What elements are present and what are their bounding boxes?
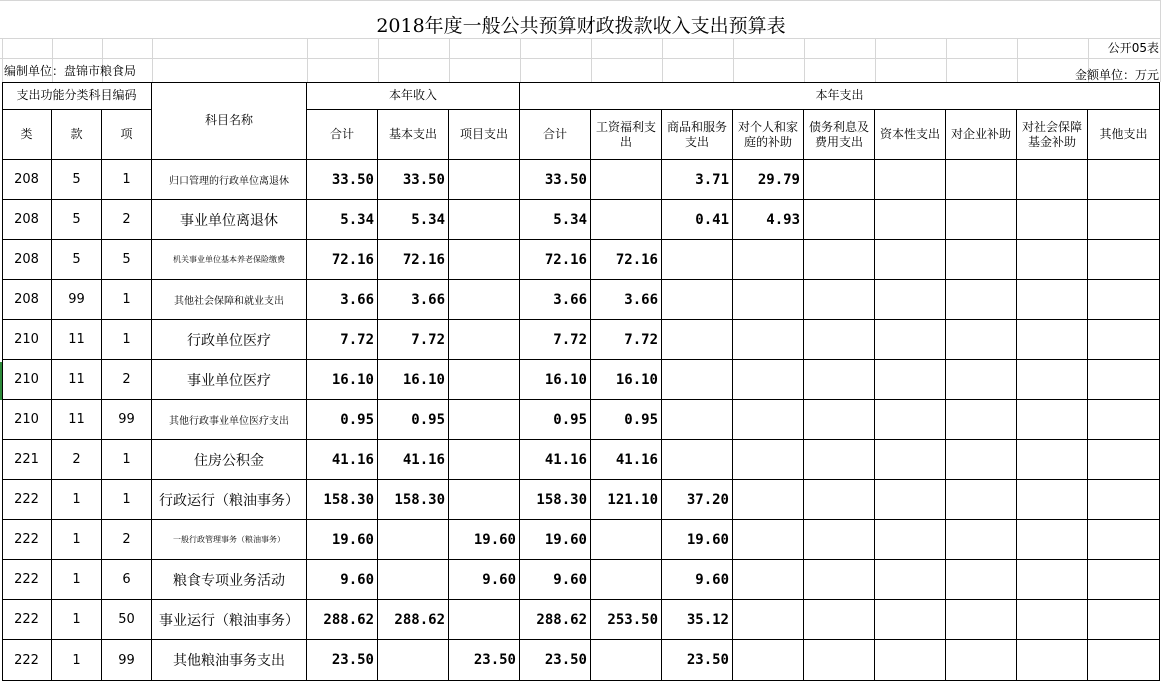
cell-amount[interactable] (875, 200, 946, 240)
header-income-col[interactable]: 基本支出 (378, 110, 449, 160)
cell-xiang[interactable]: 1 (102, 320, 152, 360)
row-selection-marker (0, 362, 2, 400)
cell-lei[interactable]: 208 (2, 240, 52, 280)
cell-amount[interactable] (804, 400, 875, 440)
cell-amount[interactable] (733, 640, 804, 681)
cell-lei[interactable]: 208 (2, 280, 52, 320)
cell-subject-name[interactable]: 事业单位离退休 (152, 200, 307, 240)
gridline (875, 38, 876, 82)
cell-amount[interactable]: 0.95 (307, 400, 378, 440)
cell-amount[interactable] (1017, 640, 1088, 681)
cell-lei[interactable]: 221 (2, 440, 52, 480)
cell-kuan[interactable]: 11 (52, 360, 102, 400)
cell-amount[interactable] (1088, 240, 1160, 280)
cell-amount[interactable]: 41.16 (378, 440, 449, 480)
cell-amount[interactable]: 158.30 (378, 480, 449, 520)
cell-amount[interactable] (1017, 480, 1088, 520)
cell-amount[interactable] (875, 440, 946, 480)
cell-xiang[interactable]: 2 (102, 360, 152, 400)
cell-lei[interactable]: 210 (2, 360, 52, 400)
cell-subject-name[interactable]: 一般行政管理事务（粮油事务） (152, 520, 307, 560)
cell-amount[interactable]: 0.95 (520, 400, 591, 440)
cell-subject-name[interactable]: 粮食专项业务活动 (152, 560, 307, 600)
cell-xiang[interactable]: 99 (102, 400, 152, 440)
cell-kuan[interactable]: 11 (52, 320, 102, 360)
cell-amount[interactable]: 72.16 (591, 240, 662, 280)
header-expense-col[interactable]: 资本性支出 (875, 110, 946, 160)
cell-kuan[interactable]: 1 (52, 480, 102, 520)
cell-amount[interactable]: 72.16 (307, 240, 378, 280)
cell-amount[interactable] (946, 440, 1017, 480)
cell-amount[interactable] (449, 360, 520, 400)
cell-amount[interactable]: 16.10 (378, 360, 449, 400)
cell-amount[interactable] (804, 280, 875, 320)
cell-amount[interactable] (378, 560, 449, 600)
header-expense[interactable]: 本年支出 (520, 82, 1160, 110)
cell-amount[interactable]: 121.10 (591, 480, 662, 520)
cell-amount[interactable]: 16.10 (591, 360, 662, 400)
cell-amount[interactable]: 41.16 (307, 440, 378, 480)
gridline (804, 38, 805, 82)
cell-amount[interactable]: 0.95 (591, 400, 662, 440)
header-expense-col[interactable]: 对社会保障基金补助 (1017, 110, 1088, 160)
cell-kuan[interactable]: 99 (52, 280, 102, 320)
cell-kuan[interactable]: 1 (52, 600, 102, 640)
cell-amount[interactable]: 0.41 (662, 200, 733, 240)
cell-amount[interactable]: 9.60 (662, 560, 733, 600)
cell-xiang[interactable]: 50 (102, 600, 152, 640)
cell-lei[interactable]: 222 (2, 640, 52, 681)
cell-kuan[interactable]: 5 (52, 240, 102, 280)
cell-amount[interactable] (1017, 280, 1088, 320)
cell-amount[interactable] (662, 360, 733, 400)
header-expense-col[interactable]: 对企业补助 (946, 110, 1017, 160)
cell-amount[interactable] (733, 320, 804, 360)
cell-amount[interactable]: 19.60 (662, 520, 733, 560)
cell-amount[interactable] (804, 600, 875, 640)
cell-lei[interactable]: 222 (2, 600, 52, 640)
cell-amount[interactable]: 7.72 (591, 320, 662, 360)
cell-amount[interactable]: 5.34 (307, 200, 378, 240)
cell-amount[interactable] (449, 160, 520, 200)
header-lei[interactable]: 类 (2, 110, 52, 160)
cell-amount[interactable] (1017, 240, 1088, 280)
cell-amount[interactable] (875, 320, 946, 360)
cell-amount[interactable] (1017, 600, 1088, 640)
cell-amount[interactable]: 7.72 (307, 320, 378, 360)
cell-lei[interactable]: 222 (2, 560, 52, 600)
cell-xiang[interactable]: 2 (102, 200, 152, 240)
cell-subject-name[interactable]: 事业运行（粮油事务） (152, 600, 307, 640)
cell-amount[interactable] (1088, 600, 1160, 640)
cell-amount[interactable] (1088, 200, 1160, 240)
header-expense-col[interactable]: 工资福利支出 (591, 110, 662, 160)
cell-amount[interactable]: 3.66 (378, 280, 449, 320)
gridline (2, 38, 3, 82)
cell-amount[interactable] (591, 200, 662, 240)
cell-amount[interactable] (1017, 440, 1088, 480)
cell-amount[interactable] (1088, 640, 1160, 681)
cell-subject-name[interactable]: 机关事业单位基本养老保险缴费 (152, 240, 307, 280)
cell-amount[interactable] (946, 360, 1017, 400)
cell-lei[interactable]: 210 (2, 400, 52, 440)
cell-kuan[interactable]: 5 (52, 160, 102, 200)
cell-amount[interactable] (1088, 280, 1160, 320)
cell-lei[interactable]: 222 (2, 520, 52, 560)
cell-amount[interactable]: 3.66 (591, 280, 662, 320)
cell-amount[interactable]: 7.72 (520, 320, 591, 360)
cell-amount[interactable] (378, 640, 449, 681)
cell-amount[interactable]: 72.16 (520, 240, 591, 280)
doc-number[interactable]: 公开05表 (1107, 40, 1159, 55)
cell-amount[interactable] (875, 520, 946, 560)
gridline (591, 38, 592, 82)
cell-subject-name[interactable]: 其他社会保障和就业支出 (152, 280, 307, 320)
cell-kuan[interactable]: 1 (52, 560, 102, 600)
cell-amount[interactable] (1088, 480, 1160, 520)
cell-amount[interactable] (733, 360, 804, 400)
cell-amount[interactable] (449, 600, 520, 640)
cell-amount[interactable]: 33.50 (378, 160, 449, 200)
gridline (520, 38, 521, 82)
cell-amount[interactable]: 158.30 (307, 480, 378, 520)
cell-amount[interactable] (662, 240, 733, 280)
cell-amount[interactable] (875, 640, 946, 681)
cell-amount[interactable] (875, 400, 946, 440)
cell-amount[interactable] (946, 320, 1017, 360)
cell-amount[interactable] (1088, 440, 1160, 480)
cell-amount[interactable] (875, 280, 946, 320)
gridline (378, 38, 379, 82)
cell-amount[interactable]: 33.50 (520, 160, 591, 200)
cell-xiang[interactable]: 99 (102, 640, 152, 681)
cell-amount[interactable] (662, 280, 733, 320)
cell-amount[interactable]: 35.12 (662, 600, 733, 640)
header-expense-col[interactable]: 合计 (520, 110, 591, 160)
cell-amount[interactable] (804, 240, 875, 280)
cell-amount[interactable] (946, 640, 1017, 681)
cell-amount[interactable] (804, 160, 875, 200)
cell-amount[interactable] (946, 520, 1017, 560)
cell-xiang[interactable]: 1 (102, 480, 152, 520)
cell-lei[interactable]: 222 (2, 480, 52, 520)
header-income-col[interactable]: 合计 (307, 110, 378, 160)
cell-amount[interactable]: 4.93 (733, 200, 804, 240)
cell-amount[interactable] (804, 640, 875, 681)
cell-amount[interactable] (1088, 160, 1160, 200)
cell-amount[interactable] (1088, 320, 1160, 360)
cell-amount[interactable] (378, 520, 449, 560)
cell-amount[interactable] (946, 160, 1017, 200)
cell-amount[interactable] (1088, 400, 1160, 440)
header-xiang[interactable]: 项 (102, 110, 152, 160)
cell-amount[interactable]: 16.10 (307, 360, 378, 400)
cell-amount[interactable] (804, 360, 875, 400)
cell-amount[interactable] (1017, 520, 1088, 560)
header-expense-col[interactable]: 对个人和家庭的补助 (733, 110, 804, 160)
cell-amount[interactable] (875, 160, 946, 200)
cell-subject-name[interactable]: 归口管理的行政单位离退休 (152, 160, 307, 200)
cell-amount[interactable]: 3.71 (662, 160, 733, 200)
amount-unit[interactable]: 金额单位：万元 (1074, 67, 1159, 82)
cell-amount[interactable] (449, 320, 520, 360)
cell-xiang[interactable]: 2 (102, 520, 152, 560)
cell-amount[interactable] (1017, 560, 1088, 600)
cell-amount[interactable] (449, 240, 520, 280)
cell-kuan[interactable]: 1 (52, 520, 102, 560)
cell-amount[interactable] (875, 560, 946, 600)
cell-amount[interactable] (804, 480, 875, 520)
cell-amount[interactable] (875, 360, 946, 400)
cell-amount[interactable] (662, 440, 733, 480)
cell-amount[interactable]: 23.50 (662, 640, 733, 681)
header-expense-col[interactable]: 其他支出 (1088, 110, 1160, 160)
cell-amount[interactable] (449, 480, 520, 520)
cell-amount[interactable] (733, 280, 804, 320)
cell-xiang[interactable]: 1 (102, 440, 152, 480)
cell-amount[interactable]: 23.50 (307, 640, 378, 681)
cell-amount[interactable] (804, 320, 875, 360)
cell-amount[interactable] (449, 440, 520, 480)
cell-amount[interactable]: 158.30 (520, 480, 591, 520)
cell-amount[interactable] (449, 200, 520, 240)
gridline (449, 38, 450, 82)
cell-amount[interactable] (946, 280, 1017, 320)
cell-amount[interactable] (733, 520, 804, 560)
cell-amount[interactable] (946, 400, 1017, 440)
cell-amount[interactable]: 9.60 (520, 560, 591, 600)
cell-amount[interactable] (946, 240, 1017, 280)
cell-amount[interactable] (733, 600, 804, 640)
cell-amount[interactable] (875, 600, 946, 640)
gridline (946, 38, 947, 82)
cell-amount[interactable]: 288.62 (307, 600, 378, 640)
cell-amount[interactable]: 23.50 (520, 640, 591, 681)
cell-subject-name[interactable]: 行政运行（粮油事务） (152, 480, 307, 520)
cell-amount[interactable] (804, 520, 875, 560)
cell-amount[interactable] (662, 400, 733, 440)
cell-subject-name[interactable]: 行政单位医疗 (152, 320, 307, 360)
cell-amount[interactable]: 9.60 (449, 560, 520, 600)
header-subject-name[interactable]: 科目名称 (152, 82, 307, 160)
cell-amount[interactable]: 19.60 (520, 520, 591, 560)
cell-xiang[interactable]: 5 (102, 240, 152, 280)
cell-amount[interactable] (946, 600, 1017, 640)
header-kuan[interactable]: 款 (52, 110, 102, 160)
cell-amount[interactable]: 19.60 (307, 520, 378, 560)
header-func-code[interactable]: 支出功能分类科目编码 (2, 82, 152, 110)
cell-amount[interactable]: 288.62 (378, 600, 449, 640)
cell-amount[interactable]: 3.66 (307, 280, 378, 320)
cell-amount[interactable]: 5.34 (520, 200, 591, 240)
cell-amount[interactable] (591, 560, 662, 600)
cell-kuan[interactable]: 11 (52, 400, 102, 440)
cell-amount[interactable] (449, 400, 520, 440)
table-title[interactable]: 2018年度一般公共预算财政拨款收入支出预算表 (376, 14, 786, 37)
cell-amount[interactable] (1017, 400, 1088, 440)
cell-amount[interactable] (591, 160, 662, 200)
cell-amount[interactable]: 72.16 (378, 240, 449, 280)
cell-amount[interactable] (946, 560, 1017, 600)
header-income-col[interactable]: 项目支出 (449, 110, 520, 160)
cell-amount[interactable]: 29.79 (733, 160, 804, 200)
cell-subject-name[interactable]: 事业单位医疗 (152, 360, 307, 400)
cell-amount[interactable] (733, 400, 804, 440)
cell-amount[interactable] (804, 560, 875, 600)
cell-amount[interactable] (1088, 520, 1160, 560)
cell-amount[interactable] (733, 240, 804, 280)
cell-amount[interactable]: 9.60 (307, 560, 378, 600)
cell-lei[interactable]: 208 (2, 200, 52, 240)
cell-amount[interactable]: 5.34 (378, 200, 449, 240)
cell-amount[interactable] (591, 520, 662, 560)
header-expense-col[interactable]: 商品和服务支出 (662, 110, 733, 160)
cell-subject-name[interactable]: 住房公积金 (152, 440, 307, 480)
cell-kuan[interactable]: 2 (52, 440, 102, 480)
cell-amount[interactable] (946, 200, 1017, 240)
cell-amount[interactable] (733, 480, 804, 520)
cell-amount[interactable] (1017, 320, 1088, 360)
cell-amount[interactable]: 0.95 (378, 400, 449, 440)
cell-amount[interactable] (946, 480, 1017, 520)
cell-amount[interactable]: 253.50 (591, 600, 662, 640)
gridline (733, 38, 734, 82)
cell-subject-name[interactable]: 其他粮油事务支出 (152, 640, 307, 681)
header-income[interactable]: 本年收入 (307, 82, 520, 110)
cell-amount[interactable]: 288.62 (520, 600, 591, 640)
cell-subject-name[interactable]: 其他行政事业单位医疗支出 (152, 400, 307, 440)
cell-amount[interactable] (449, 280, 520, 320)
cell-amount[interactable]: 19.60 (449, 520, 520, 560)
cell-amount[interactable] (1088, 560, 1160, 600)
cell-xiang[interactable]: 6 (102, 560, 152, 600)
cell-amount[interactable] (591, 640, 662, 681)
cell-amount[interactable] (804, 440, 875, 480)
cell-amount[interactable]: 33.50 (307, 160, 378, 200)
cell-amount[interactable]: 37.20 (662, 480, 733, 520)
cell-xiang[interactable]: 1 (102, 280, 152, 320)
gridline (307, 38, 308, 82)
cell-amount[interactable]: 3.66 (520, 280, 591, 320)
cell-amount[interactable] (1017, 360, 1088, 400)
compiling-unit[interactable]: 编制单位：盘锦市粮食局 (4, 63, 137, 78)
cell-amount[interactable] (875, 480, 946, 520)
cell-amount[interactable]: 41.16 (591, 440, 662, 480)
cell-amount[interactable] (733, 440, 804, 480)
cell-amount[interactable] (662, 320, 733, 360)
gridline (0, 0, 1161, 1)
cell-amount[interactable] (1017, 200, 1088, 240)
gridline (0, 58, 1161, 59)
cell-kuan[interactable]: 5 (52, 200, 102, 240)
cell-amount[interactable]: 16.10 (520, 360, 591, 400)
cell-lei[interactable]: 210 (2, 320, 52, 360)
header-expense-col[interactable]: 债务利息及费用支出 (804, 110, 875, 160)
cell-xiang[interactable]: 1 (102, 160, 152, 200)
cell-amount[interactable]: 7.72 (378, 320, 449, 360)
cell-amount[interactable] (733, 560, 804, 600)
gridline (662, 38, 663, 82)
cell-amount[interactable] (1017, 160, 1088, 200)
cell-amount[interactable] (875, 240, 946, 280)
cell-lei[interactable]: 208 (2, 160, 52, 200)
cell-amount[interactable]: 23.50 (449, 640, 520, 681)
cell-amount[interactable] (1088, 360, 1160, 400)
cell-kuan[interactable]: 1 (52, 640, 102, 681)
cell-amount[interactable] (804, 200, 875, 240)
cell-amount[interactable]: 41.16 (520, 440, 591, 480)
